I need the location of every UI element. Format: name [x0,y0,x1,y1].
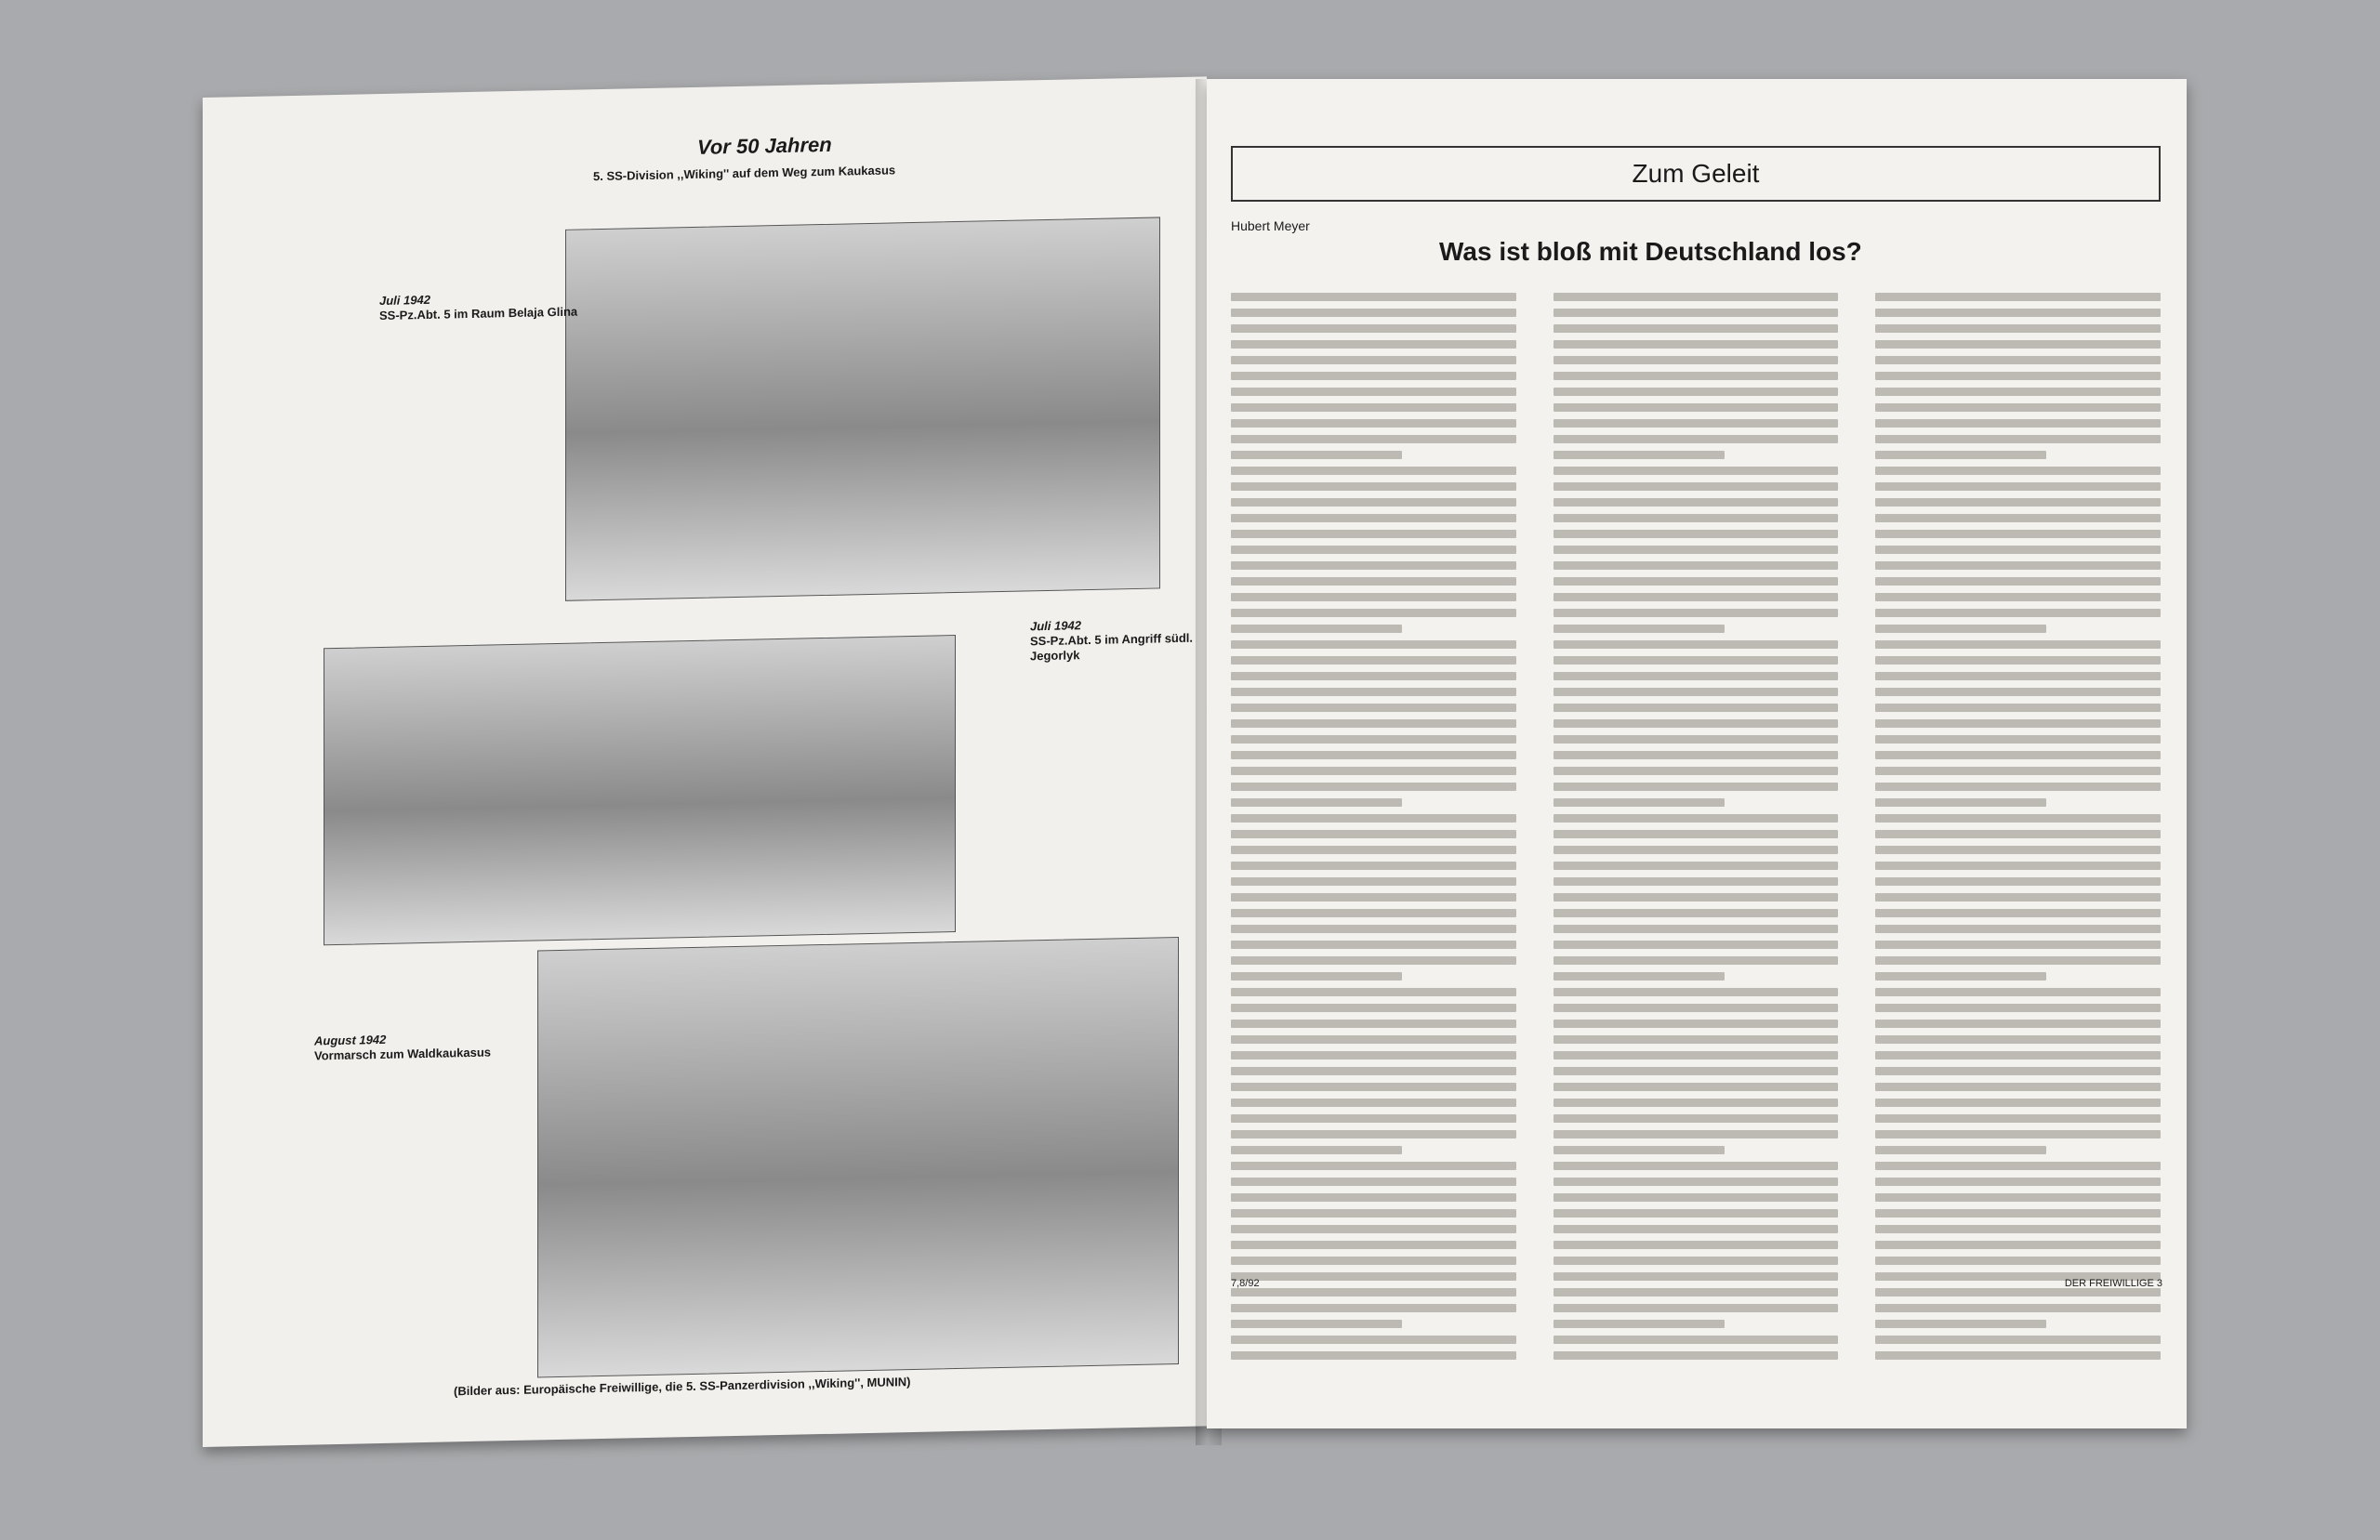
text-line-placeholder [1231,1272,1516,1281]
text-line-placeholder [1875,1020,2161,1028]
text-line-placeholder [1875,1035,2161,1044]
text-line-placeholder [1875,609,2161,617]
text-line-placeholder [1554,1114,1839,1123]
text-line-placeholder [1231,498,1516,507]
text-line-placeholder [1875,530,2161,538]
text-line-placeholder [1231,309,1516,317]
text-line-placeholder [1231,1067,1516,1075]
text-line-placeholder [1554,814,1839,823]
article-column [1875,293,2161,1367]
text-line-placeholder [1554,909,1839,917]
text-line-placeholder [1231,561,1516,570]
text-line-placeholder [1875,1304,2161,1312]
text-line-placeholder [1554,451,1725,459]
text-line-placeholder [1231,672,1516,680]
text-line-placeholder [1875,862,2161,870]
text-line-placeholder [1554,1020,1839,1028]
text-line-placeholder [1231,530,1516,538]
text-line-placeholder [1875,846,2161,854]
text-line-placeholder [1554,704,1839,712]
text-line-placeholder [1875,783,2161,791]
text-line-placeholder [1231,719,1516,728]
text-line-placeholder [1231,467,1516,475]
text-line-placeholder [1875,640,2161,649]
text-line-placeholder [1554,593,1839,601]
text-line-placeholder [1875,1336,2161,1344]
text-line-placeholder [1554,1162,1839,1170]
text-line-placeholder [1554,1257,1839,1265]
text-line-placeholder [1554,435,1839,443]
text-line-placeholder [1231,514,1516,522]
text-line-placeholder [1554,514,1839,522]
magazine-spread [203,98,2187,1447]
text-line-placeholder [1231,419,1516,428]
text-line-placeholder [1554,1083,1839,1091]
text-line-placeholder [1875,372,2161,380]
photo-caption: August 1942 Vormarsch zum Waldkaukasus [314,1032,492,1063]
text-line-placeholder [1231,451,1402,459]
text-line-placeholder [1231,1146,1402,1154]
text-line-placeholder [1554,783,1839,791]
text-line-placeholder [1231,1035,1516,1044]
text-line-placeholder [1875,1320,2046,1328]
text-line-placeholder [1875,1099,2161,1107]
text-line-placeholder [1554,498,1839,507]
text-line-placeholder [1231,783,1516,791]
left-page [203,76,1207,1447]
text-line-placeholder [1231,688,1516,696]
text-line-placeholder [1875,751,2161,759]
text-line-placeholder [1875,1241,2161,1249]
article-body [1231,293,2161,1367]
text-line-placeholder [1231,593,1516,601]
text-line-placeholder [1875,1051,2161,1060]
text-line-placeholder [1875,309,2161,317]
text-line-placeholder [1554,656,1839,665]
text-line-placeholder [1554,1130,1839,1139]
text-line-placeholder [1554,609,1839,617]
left-page-subtitle: 5. SS-Division ,,Wiking'' auf dem Weg zum Kaukasus [593,163,896,184]
photo-credit: (Bilder aus: Europäische Freiwillige, die 5. SS-Panzerdivision ,,Wiking'', MUNIN) [454,1375,911,1399]
text-line-placeholder [1875,546,2161,554]
text-line-placeholder [1875,356,2161,364]
text-line-placeholder [1554,1225,1839,1233]
text-line-placeholder [1231,1209,1516,1218]
text-line-placeholder [1554,862,1839,870]
text-line-placeholder [1554,1146,1725,1154]
text-line-placeholder [1231,1351,1516,1360]
article-author: Hubert Meyer [1231,218,1310,233]
text-line-placeholder [1875,830,2161,838]
photo-caption: Juli 1942 SS-Pz.Abt. 5 im Angriff südl. Jegorlyk [1030,618,1194,664]
text-line-placeholder [1875,561,2161,570]
text-line-placeholder [1231,388,1516,396]
text-line-placeholder [1875,972,2046,981]
text-line-placeholder [1875,909,2161,917]
text-line-placeholder [1231,1225,1516,1233]
text-line-placeholder [1231,862,1516,870]
text-line-placeholder [1554,972,1725,981]
text-line-placeholder [1554,893,1839,902]
text-line-placeholder [1875,656,2161,665]
text-line-placeholder [1875,893,2161,902]
text-line-placeholder [1554,1099,1839,1107]
text-line-placeholder [1231,403,1516,412]
text-line-placeholder [1875,672,2161,680]
text-line-placeholder [1231,1304,1516,1312]
text-line-placeholder [1875,1193,2161,1202]
text-line-placeholder [1875,1162,2161,1170]
text-line-placeholder [1554,1336,1839,1344]
text-line-placeholder [1554,482,1839,491]
text-line-placeholder [1554,1209,1839,1218]
text-line-placeholder [1554,1272,1839,1281]
text-line-placeholder [1875,925,2161,933]
text-line-placeholder [1875,324,2161,333]
text-line-placeholder [1231,1099,1516,1107]
text-line-placeholder [1231,546,1516,554]
text-line-placeholder [1554,1178,1839,1186]
text-line-placeholder [1554,419,1839,428]
text-line-placeholder [1554,735,1839,744]
text-line-placeholder [1875,798,2046,807]
text-line-placeholder [1875,1114,2161,1123]
text-line-placeholder [1554,830,1839,838]
text-line-placeholder [1875,388,2161,396]
text-line-placeholder [1875,704,2161,712]
text-line-placeholder [1554,1035,1839,1044]
text-line-placeholder [1554,956,1839,965]
text-line-placeholder [1875,1288,2161,1296]
text-line-placeholder [1554,719,1839,728]
text-line-placeholder [1554,798,1725,807]
text-line-placeholder [1554,751,1839,759]
text-line-placeholder [1231,1320,1402,1328]
text-line-placeholder [1554,561,1839,570]
text-line-placeholder [1231,435,1516,443]
text-line-placeholder [1875,1178,2161,1186]
text-line-placeholder [1554,1051,1839,1060]
text-line-placeholder [1554,1241,1839,1249]
text-line-placeholder [1875,735,2161,744]
text-line-placeholder [1231,751,1516,759]
article-headline: Was ist bloß mit Deutschland los? [1439,237,1862,266]
text-line-placeholder [1875,1146,2046,1154]
text-line-placeholder [1875,877,2161,886]
text-line-placeholder [1554,625,1725,633]
text-line-placeholder [1875,1004,2161,1012]
text-line-placeholder [1554,309,1839,317]
text-line-placeholder [1231,877,1516,886]
text-line-placeholder [1231,1051,1516,1060]
text-line-placeholder [1231,1020,1516,1028]
text-line-placeholder [1554,388,1839,396]
text-line-placeholder [1875,593,2161,601]
text-line-placeholder [1554,546,1839,554]
text-line-placeholder [1875,498,2161,507]
text-line-placeholder [1231,577,1516,586]
text-line-placeholder [1875,435,2161,443]
text-line-placeholder [1875,767,2161,775]
text-line-placeholder [1875,403,2161,412]
text-line-placeholder [1554,925,1839,933]
text-line-placeholder [1231,988,1516,996]
text-line-placeholder [1554,941,1839,949]
text-line-placeholder [1554,672,1839,680]
text-line-placeholder [1231,656,1516,665]
text-line-placeholder [1231,798,1402,807]
text-line-placeholder [1875,814,2161,823]
right-page [1207,79,2187,1428]
text-line-placeholder [1231,625,1402,633]
article-column [1231,293,1516,1367]
text-line-placeholder [1231,941,1516,949]
text-line-placeholder [1554,293,1839,301]
text-line-placeholder [1231,1130,1516,1139]
text-line-placeholder [1231,767,1516,775]
text-line-placeholder [1875,988,2161,996]
text-line-placeholder [1554,688,1839,696]
text-line-placeholder [1231,830,1516,838]
issue-folio: 7,8/92 [1231,1278,1260,1289]
photo-tank-field [565,217,1160,600]
text-line-placeholder [1875,956,2161,965]
text-line-placeholder [1554,1067,1839,1075]
text-line-placeholder [1231,1193,1516,1202]
article-column [1554,293,1839,1367]
text-line-placeholder [1875,1067,2161,1075]
text-line-placeholder [1875,419,2161,428]
text-line-placeholder [1554,467,1839,475]
text-line-placeholder [1554,356,1839,364]
text-line-placeholder [1554,877,1839,886]
section-banner: Zum Geleit [1231,146,2161,202]
text-line-placeholder [1554,1193,1839,1202]
text-line-placeholder [1554,577,1839,586]
text-line-placeholder [1231,372,1516,380]
photo-tanks-smoke [324,635,956,945]
text-line-placeholder [1231,956,1516,965]
text-line-placeholder [1875,1351,2161,1360]
text-line-placeholder [1231,735,1516,744]
text-line-placeholder [1875,293,2161,301]
photo-tank-snow [537,937,1179,1377]
text-line-placeholder [1231,340,1516,349]
text-line-placeholder [1231,1083,1516,1091]
text-line-placeholder [1231,925,1516,933]
text-line-placeholder [1231,893,1516,902]
text-line-placeholder [1554,1004,1839,1012]
text-line-placeholder [1231,356,1516,364]
text-line-placeholder [1875,1130,2161,1139]
text-line-placeholder [1231,1336,1516,1344]
text-line-placeholder [1231,1004,1516,1012]
text-line-placeholder [1231,482,1516,491]
text-line-placeholder [1554,324,1839,333]
text-line-placeholder [1231,1257,1516,1265]
text-line-placeholder [1875,1209,2161,1218]
text-line-placeholder [1231,1241,1516,1249]
text-line-placeholder [1875,688,2161,696]
text-line-placeholder [1554,403,1839,412]
text-line-placeholder [1554,340,1839,349]
text-line-placeholder [1875,482,2161,491]
text-line-placeholder [1554,1351,1839,1360]
text-line-placeholder [1554,640,1839,649]
text-line-placeholder [1554,846,1839,854]
text-line-placeholder [1231,909,1516,917]
text-line-placeholder [1875,451,2046,459]
left-page-title: Vor 50 Jahren [697,132,832,159]
text-line-placeholder [1554,530,1839,538]
text-line-placeholder [1231,293,1516,301]
text-line-placeholder [1554,1288,1839,1296]
text-line-placeholder [1875,719,2161,728]
photo-caption: Juli 1942 SS-Pz.Abt. 5 im Raum Belaja Glina [379,292,578,323]
text-line-placeholder [1875,1083,2161,1091]
text-line-placeholder [1875,467,2161,475]
text-line-placeholder [1875,941,2161,949]
text-line-placeholder [1875,514,2161,522]
text-line-placeholder [1875,625,2046,633]
page-number: DER FREIWILLIGE 3 [2064,1278,2162,1289]
text-line-placeholder [1875,340,2161,349]
text-line-placeholder [1231,972,1402,981]
text-line-placeholder [1554,1320,1725,1328]
text-line-placeholder [1231,1288,1516,1296]
text-line-placeholder [1231,704,1516,712]
text-line-placeholder [1554,988,1839,996]
text-line-placeholder [1875,1257,2161,1265]
text-line-placeholder [1554,1304,1839,1312]
text-line-placeholder [1231,640,1516,649]
text-line-placeholder [1554,372,1839,380]
text-line-placeholder [1554,767,1839,775]
text-line-placeholder [1231,814,1516,823]
text-line-placeholder [1231,1162,1516,1170]
text-line-placeholder [1875,577,2161,586]
text-line-placeholder [1875,1225,2161,1233]
text-line-placeholder [1231,609,1516,617]
text-line-placeholder [1231,1114,1516,1123]
text-line-placeholder [1231,324,1516,333]
text-line-placeholder [1231,846,1516,854]
text-line-placeholder [1231,1178,1516,1186]
